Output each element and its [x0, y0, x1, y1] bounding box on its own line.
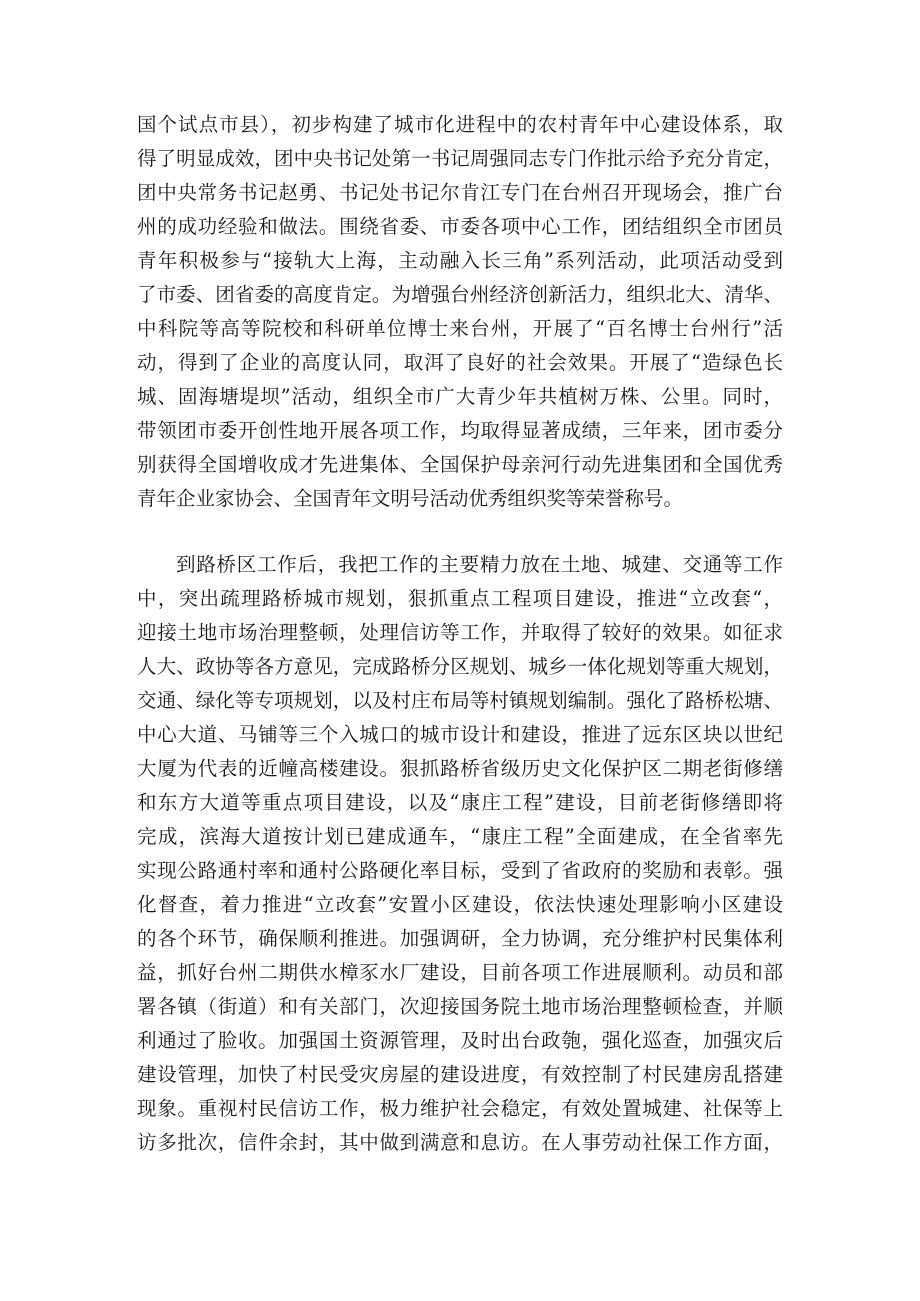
text-line: 中，突出疏理路桥城市规划，狠抓重点工程项目建设，推进“立改套“，	[137, 587, 783, 610]
text-line: 带领团市委开创性地开展各项工作，均取得显著成绩，三年来，团市委分	[137, 419, 783, 442]
text-line: 的各个环节，确保顺利推进。加强调研，全力协调，充分维护村民集体利	[137, 927, 783, 950]
text-line: 访多批次，信件余封，其中做到满意和息访。在人事劳动社保工作方面，	[137, 1131, 783, 1154]
text-line: 人大、政协等各方意见，完成路桥分区规划、城乡一体化规划等重大规划，	[137, 655, 783, 678]
text-line: 实现公路通村率和通村公路硬化率目标，受到了省政府的奖励和表彰。强	[137, 859, 783, 882]
paragraph-2	[137, 548, 783, 1160]
paragraph-1	[137, 108, 783, 516]
text-line: 中心大道、马铺等三个入城口的城市设计和建设，推进了远东区块以世纪	[137, 723, 783, 746]
text-line: 迎接土地市场治理整顿，处理信访等工作，并取得了较好的效果。如征求	[137, 621, 783, 644]
text-line: 动，得到了企业的高度认同，取洱了良好的社会效果。开展了“造绿色长	[137, 351, 783, 374]
text-line: 利通过了脸收。加强国土资源管理，及时出台政匏，强化巡查，加强灾后	[137, 1029, 783, 1052]
text-line: 和东方大道等重点项目建设，以及“康庄工程”建设，目前老街修缮即将	[137, 791, 783, 814]
text-line: 城、固海塘堤坝”活动，组织全市广大青少年共植树万株、公里。同时，	[137, 385, 783, 408]
text-line: 署各镇（街道）和有关部门，次迎接国务院土地市场治理整顿检查，并顺	[137, 995, 783, 1018]
text-line: 交通、绿化等专项规划，以及村庄布局等村镇规划编制。强化了路桥松塘、	[137, 689, 783, 712]
text-line: 了市委、团省委的高度肯定。为增强台州经济创新活力，组织北大、清华、	[137, 283, 783, 306]
text-line: 建设管理，加快了村民受灾房屋的建设进度，有效控制了村民建房乱搭建	[137, 1063, 783, 1086]
text-line: 完成，滨海大道按计划已建成通车，“康庄工程”全面建成，在全省率先	[137, 825, 783, 848]
text-line: 化督查，着力推进“立改套”安置小区建设，依法快速处理影响小区建设	[137, 893, 783, 916]
text-line: 得了明显成效，团中央书记处第一书记周强同志专门作批示给予充分肯定，	[137, 147, 783, 170]
text-line: 青年积极参与“接轨大上海，主动融入长三角”系列活动，此项活动受到	[137, 249, 783, 272]
text-line: 别获得全国增收成才先进集体、全国保护母亲河行动先进集团和全国优秀	[137, 453, 783, 476]
text-line: 到路桥区工作后，我把工作的主要精力放在土地、城建、交通等工作	[176, 553, 783, 576]
text-line: 益，抓好台州二期供水樟豕水厂建设，目前各项工作进展顺利。动员和部	[137, 961, 783, 984]
text-line: 中科院等高等院校和科研单位博士来台州，开展了“百名博士台州行”活	[137, 317, 783, 340]
text-line: 国个试点市县），初步构建了城市化进程中的农村青年中心建设体系，取	[137, 113, 783, 136]
text-line: 州的成功经验和做法。围绕省委、市委各项中心工作，团结组织全市团员	[137, 215, 783, 238]
text-line: 大厦为代表的近幢高楼建设。狠抓路桥省级历史文化保护区二期老街修缮	[137, 757, 783, 780]
text-line: 青年企业家协会、全国青年文明号活动优秀组织奖等荣誉称号。	[137, 487, 684, 510]
text-line: 现象。重视村民信访工作，极力维护社会稳定，有效处置城建、社保等上	[137, 1097, 783, 1120]
text-line: 团中央常务书记赵勇、书记处书记尔肯江专门在台州召开现场会，推广台	[137, 181, 783, 204]
